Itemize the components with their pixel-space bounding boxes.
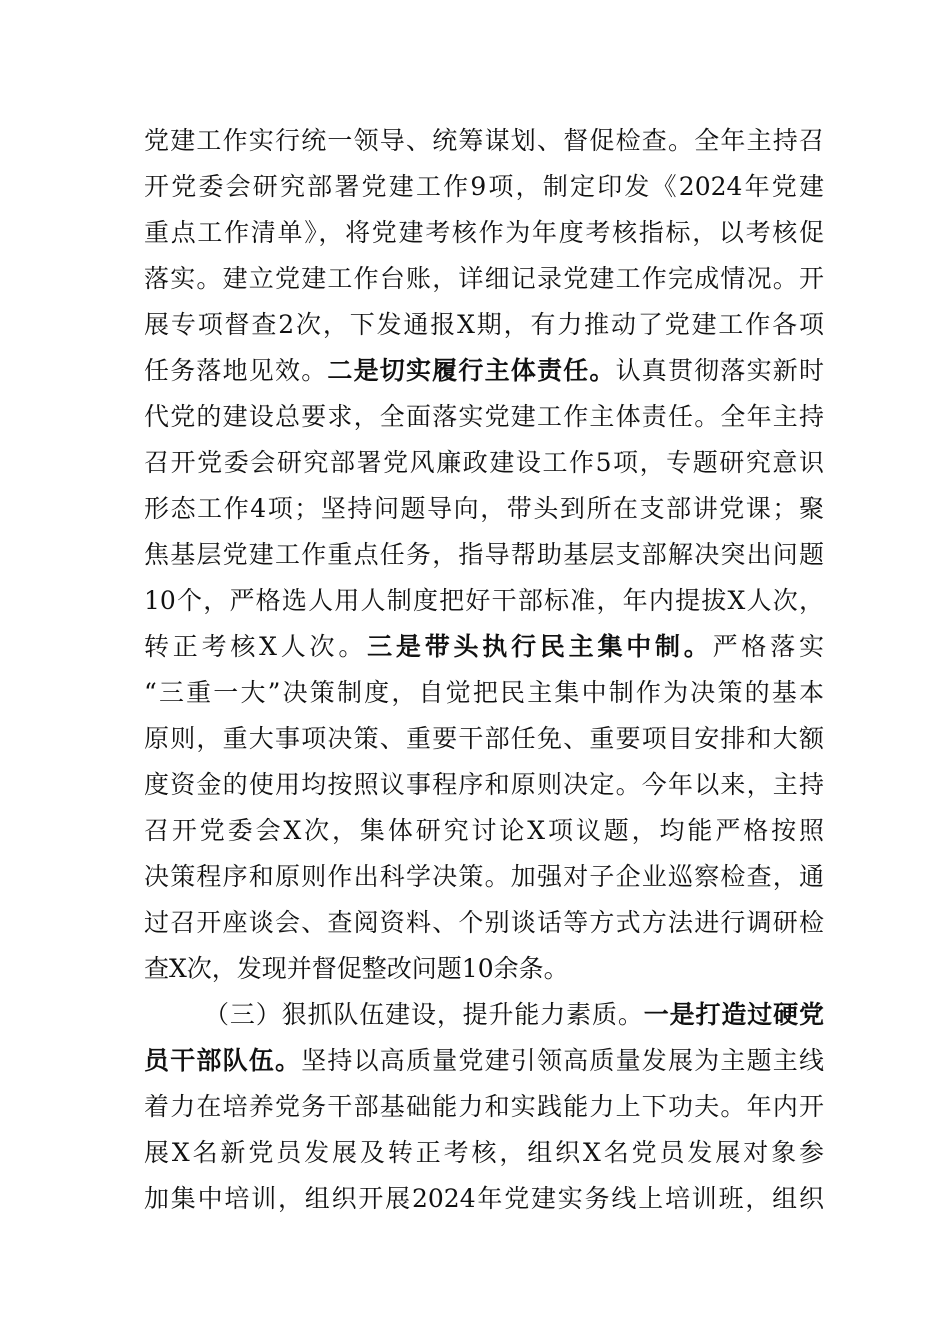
text-run: 加集中培训，组织开展2024年党建实务线上培训班，组织 <box>144 1184 824 1213</box>
text-line <box>144 992 824 1038</box>
text-run: 坚持以高质量党建引领高质量发展为主题主线 <box>301 1046 824 1075</box>
subheading-run: 二是切实履行主体责任。 <box>327 356 616 385</box>
paragraph <box>144 118 824 992</box>
text-line <box>144 578 824 624</box>
subheading-run: 三是带头执行民主集中制。 <box>367 632 713 661</box>
text-line <box>144 808 824 854</box>
text-line <box>144 670 824 716</box>
text-run: 转正考核X人次。 <box>144 632 368 661</box>
text-line <box>144 1084 824 1130</box>
text-line <box>144 762 824 808</box>
subheading-run: 员干部队伍。 <box>144 1046 302 1075</box>
text-line <box>144 302 824 348</box>
text-line <box>144 532 824 578</box>
text-line <box>144 946 824 992</box>
text-run: 展专项督查2次，下发通报X期，有力推动了党建工作各项 <box>144 310 824 339</box>
text-run: 代党的建设总要求，全面落实党建工作主体责任。全年主持 <box>144 402 824 431</box>
text-line <box>144 164 824 210</box>
text-run: 任务落地见效。 <box>144 356 328 385</box>
text-run: 严格落实 <box>712 632 824 661</box>
text-line <box>144 256 824 302</box>
text-line <box>144 624 824 670</box>
text-line <box>144 348 824 394</box>
text-run: “三重一大”决策制度，自觉把民主集中制作为决策的基本 <box>144 678 824 707</box>
subheading-run: 一是打造过硬党 <box>643 1000 824 1029</box>
text-run: 查X次，发现并督促整改问题10余条。 <box>144 954 569 983</box>
section-heading-run: （三）狠抓队伍建设，提升能力素质。 <box>204 1000 644 1029</box>
text-run: 原则，重大事项决策、重要干部任免、重要项目安排和大额 <box>144 724 824 753</box>
text-run: 重点工作清单》，将党建考核作为年度考核指标，以考核促 <box>144 218 824 247</box>
text-run: 决策程序和原则作出科学决策。加强对子企业巡察检查，通 <box>144 862 824 891</box>
text-line <box>144 440 824 486</box>
paragraph <box>144 992 824 1222</box>
text-run: 度资金的使用均按照议事程序和原则决定。今年以来，主持 <box>144 770 824 799</box>
text-line <box>144 486 824 532</box>
text-line <box>144 1038 824 1084</box>
document-body <box>144 118 824 1222</box>
text-run: 开党委会研究部署党建工作9项，制定印发《2024年党建 <box>144 172 824 201</box>
text-run: 展X名新党员发展及转正考核，组织X名党员发展对象参 <box>144 1138 824 1167</box>
text-line <box>144 394 824 440</box>
text-line <box>144 716 824 762</box>
text-line <box>144 210 824 256</box>
text-run: 召开党委会X次，集体研究讨论X项议题，均能严格按照 <box>144 816 824 845</box>
text-run: 过召开座谈会、查阅资料、个别谈话等方式方法进行调研检 <box>144 908 824 937</box>
text-run: 10个，严格选人用人制度把好干部标准，年内提拔X人次， <box>144 586 824 615</box>
text-line <box>144 854 824 900</box>
text-run: 召开党委会研究部署党风廉政建设工作5项，专题研究意识 <box>144 448 824 477</box>
text-run: 党建工作实行统一领导、统筹谋划、督促检查。全年主持召 <box>144 126 824 155</box>
text-line <box>144 118 824 164</box>
text-run: 认真贯彻落实新时 <box>615 356 824 385</box>
text-run: 落实。建立党建工作台账，详细记录党建工作完成情况。开 <box>144 264 824 293</box>
text-line <box>144 1130 824 1176</box>
text-line <box>144 1176 824 1222</box>
text-run: 着力在培养党务干部基础能力和实践能力上下功夫。年内开 <box>144 1092 824 1121</box>
text-run: 焦基层党建工作重点任务，指导帮助基层支部解决突出问题 <box>144 540 824 569</box>
text-line <box>144 900 824 946</box>
text-run: 形态工作4项；坚持问题导向，带头到所在支部讲党课；聚 <box>144 494 824 523</box>
